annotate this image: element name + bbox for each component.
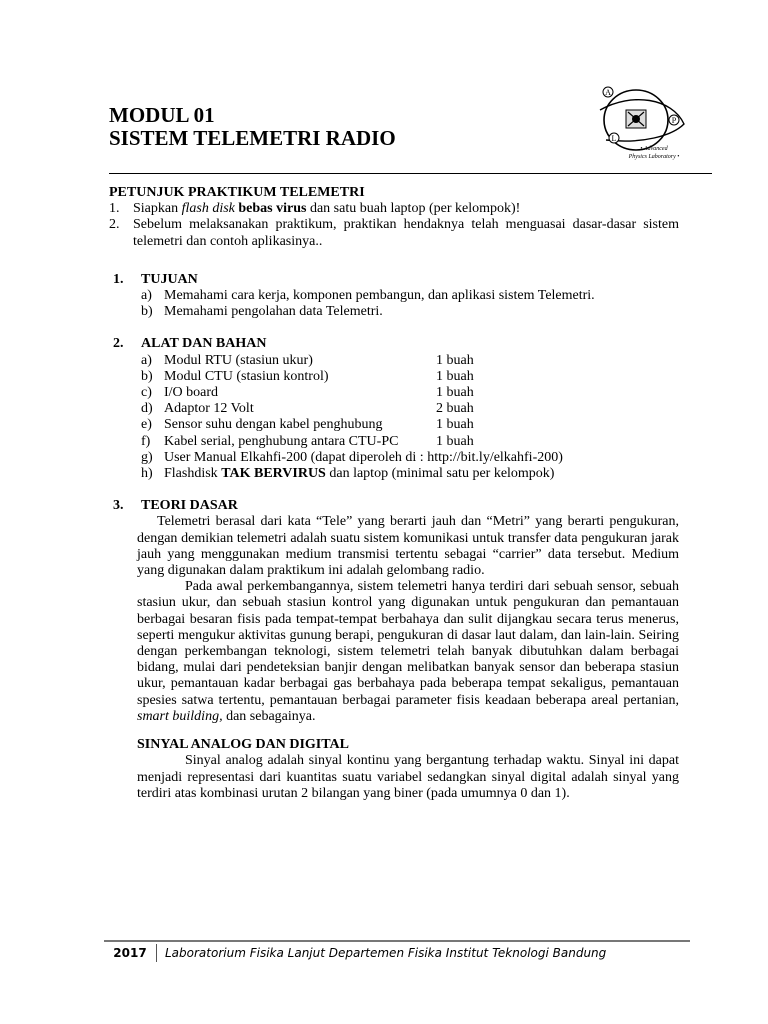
module-title (109, 104, 396, 150)
paragraph: Sinyal analog adalah sinyal kontinu yang bergantung terhadap waktu. Sinyal ini dapat menjadi representasi dari kuantitas suatu variabel sedangkan sinyal digital adalah sinyal yang terdiri atas kombinasi urutan 2 bilangan yang biner (pada umumnya 0 dan 1). (137, 753, 679, 801)
svg-text:• Advanced: • Advanced (640, 146, 668, 152)
equipment-item: a) Modul RTU (stasiun ukur) 1 buah (141, 352, 474, 368)
module-name: SISTEM TELEMETRI RADIO (109, 126, 396, 150)
footer-text: Laboratorium Fisika Lanjut Departemen Fisika Institut Teknologi Bandung (165, 946, 607, 960)
page-footer (104, 944, 606, 962)
equipment-item: b) Modul CTU (stasiun kontrol) 1 buah (141, 368, 474, 384)
header-divider (109, 173, 712, 174)
svg-text:L: L (611, 134, 617, 143)
list-item: a) Memahami cara kerja, komponen pembangun, dan aplikasi sistem Telemetri. (141, 288, 595, 304)
section-teori-dasar (109, 498, 679, 802)
list-item: b) Memahami pengolahan data Telemetri. (141, 304, 383, 320)
svg-text:P: P (671, 116, 677, 125)
petunjuk-item: 1. Siapkan flash disk bebas virus dan satu buah laptop (per kelompok)! (109, 201, 521, 217)
section-heading: 2. ALAT DAN BAHAN (113, 336, 267, 352)
subsection-heading: SINYAL ANALOG DAN DIGITAL (137, 737, 349, 753)
paragraph: Pada awal perkembangannya, sistem telemetri hanya terdiri dari sebuah sensor, sebuah stasiun ukur, dan sebuah stasiun kontrol yang digunakan untuk pengukuran dan pemantauan berbagai besaran fisis pada tempat-tempat berbahaya dan sulit dijangkau secara terus menerus, seperti mengukur aktivitas gunung berapi, pengukuran di dasar laut dalam, dan lain-lain. Seiring dengan perkembangan teknologi, sistem telemetri telah banyak dibutuhkan dalam berbagai bidang, mulai dari pendeteksian banjir dengan melibatkan banyak sensor dan beberapa stasiun ukur, pemantauan kadar berbagai gas berbahaya pada beberapa tempat sekaligus, pemantauan spesies satwa tertentu, pemantauan berbagai parameter fisis keadaan beberapa areal pertanian, smart building, dan sebagainya. (137, 579, 679, 724)
equipment-item: f) Kabel serial, penghubung antara CTU-PC 1 buah (141, 433, 474, 449)
section-tujuan (109, 272, 679, 321)
equipment-item: h) Flashdisk TAK BERVIRUS dan laptop (minimal satu per kelompok) (141, 466, 555, 482)
equipment-item: e) Sensor suhu dengan kabel penghubung 1 buah (141, 417, 474, 433)
section-heading: 3. TEORI DASAR (113, 498, 238, 514)
section-heading: 1. TUJUAN (113, 271, 198, 287)
lab-logo (592, 84, 692, 166)
equipment-item: c) I/O board 1 buah (141, 385, 474, 401)
document-body (109, 185, 679, 802)
module-number: MODUL 01 (109, 103, 215, 127)
footer-year: 2017 (113, 946, 147, 960)
petunjuk-heading: PETUNJUK PRAKTIKUM TELEMETRI (109, 185, 365, 200)
footer-separator (156, 944, 157, 962)
equipment-item: g) User Manual Elkahfi-200 (dapat diperoleh di : http://bit.ly/elkahfi-200) (141, 449, 563, 465)
svg-text:Physics Laboratory •: Physics Laboratory • (628, 154, 680, 160)
footer-divider (104, 940, 690, 942)
section-alat-bahan (109, 336, 679, 482)
petunjuk-item: 2. Sebelum melaksanakan praktikum, praktikan hendaknya telah menguasai dasar-dasar sistem telemetri dan contoh aplikasinya.. (109, 217, 679, 249)
svg-text:A: A (605, 88, 611, 97)
equipment-item: d) Adaptor 12 Volt 2 buah (141, 401, 474, 417)
paragraph: Telemetri berasal dari kata “Tele” yang berarti jauh dan “Metri” yang berarti pengukuran, dengan demikian telemetri adalah suatu sistem komunikasi untuk transfer data pengukuran jarak jauh yang menggunakan medium transmisi tertentu sebagai “carrier” data tersebut. Medium yang digunakan dalam praktikum ini adalah gelombang radio. (137, 514, 679, 579)
